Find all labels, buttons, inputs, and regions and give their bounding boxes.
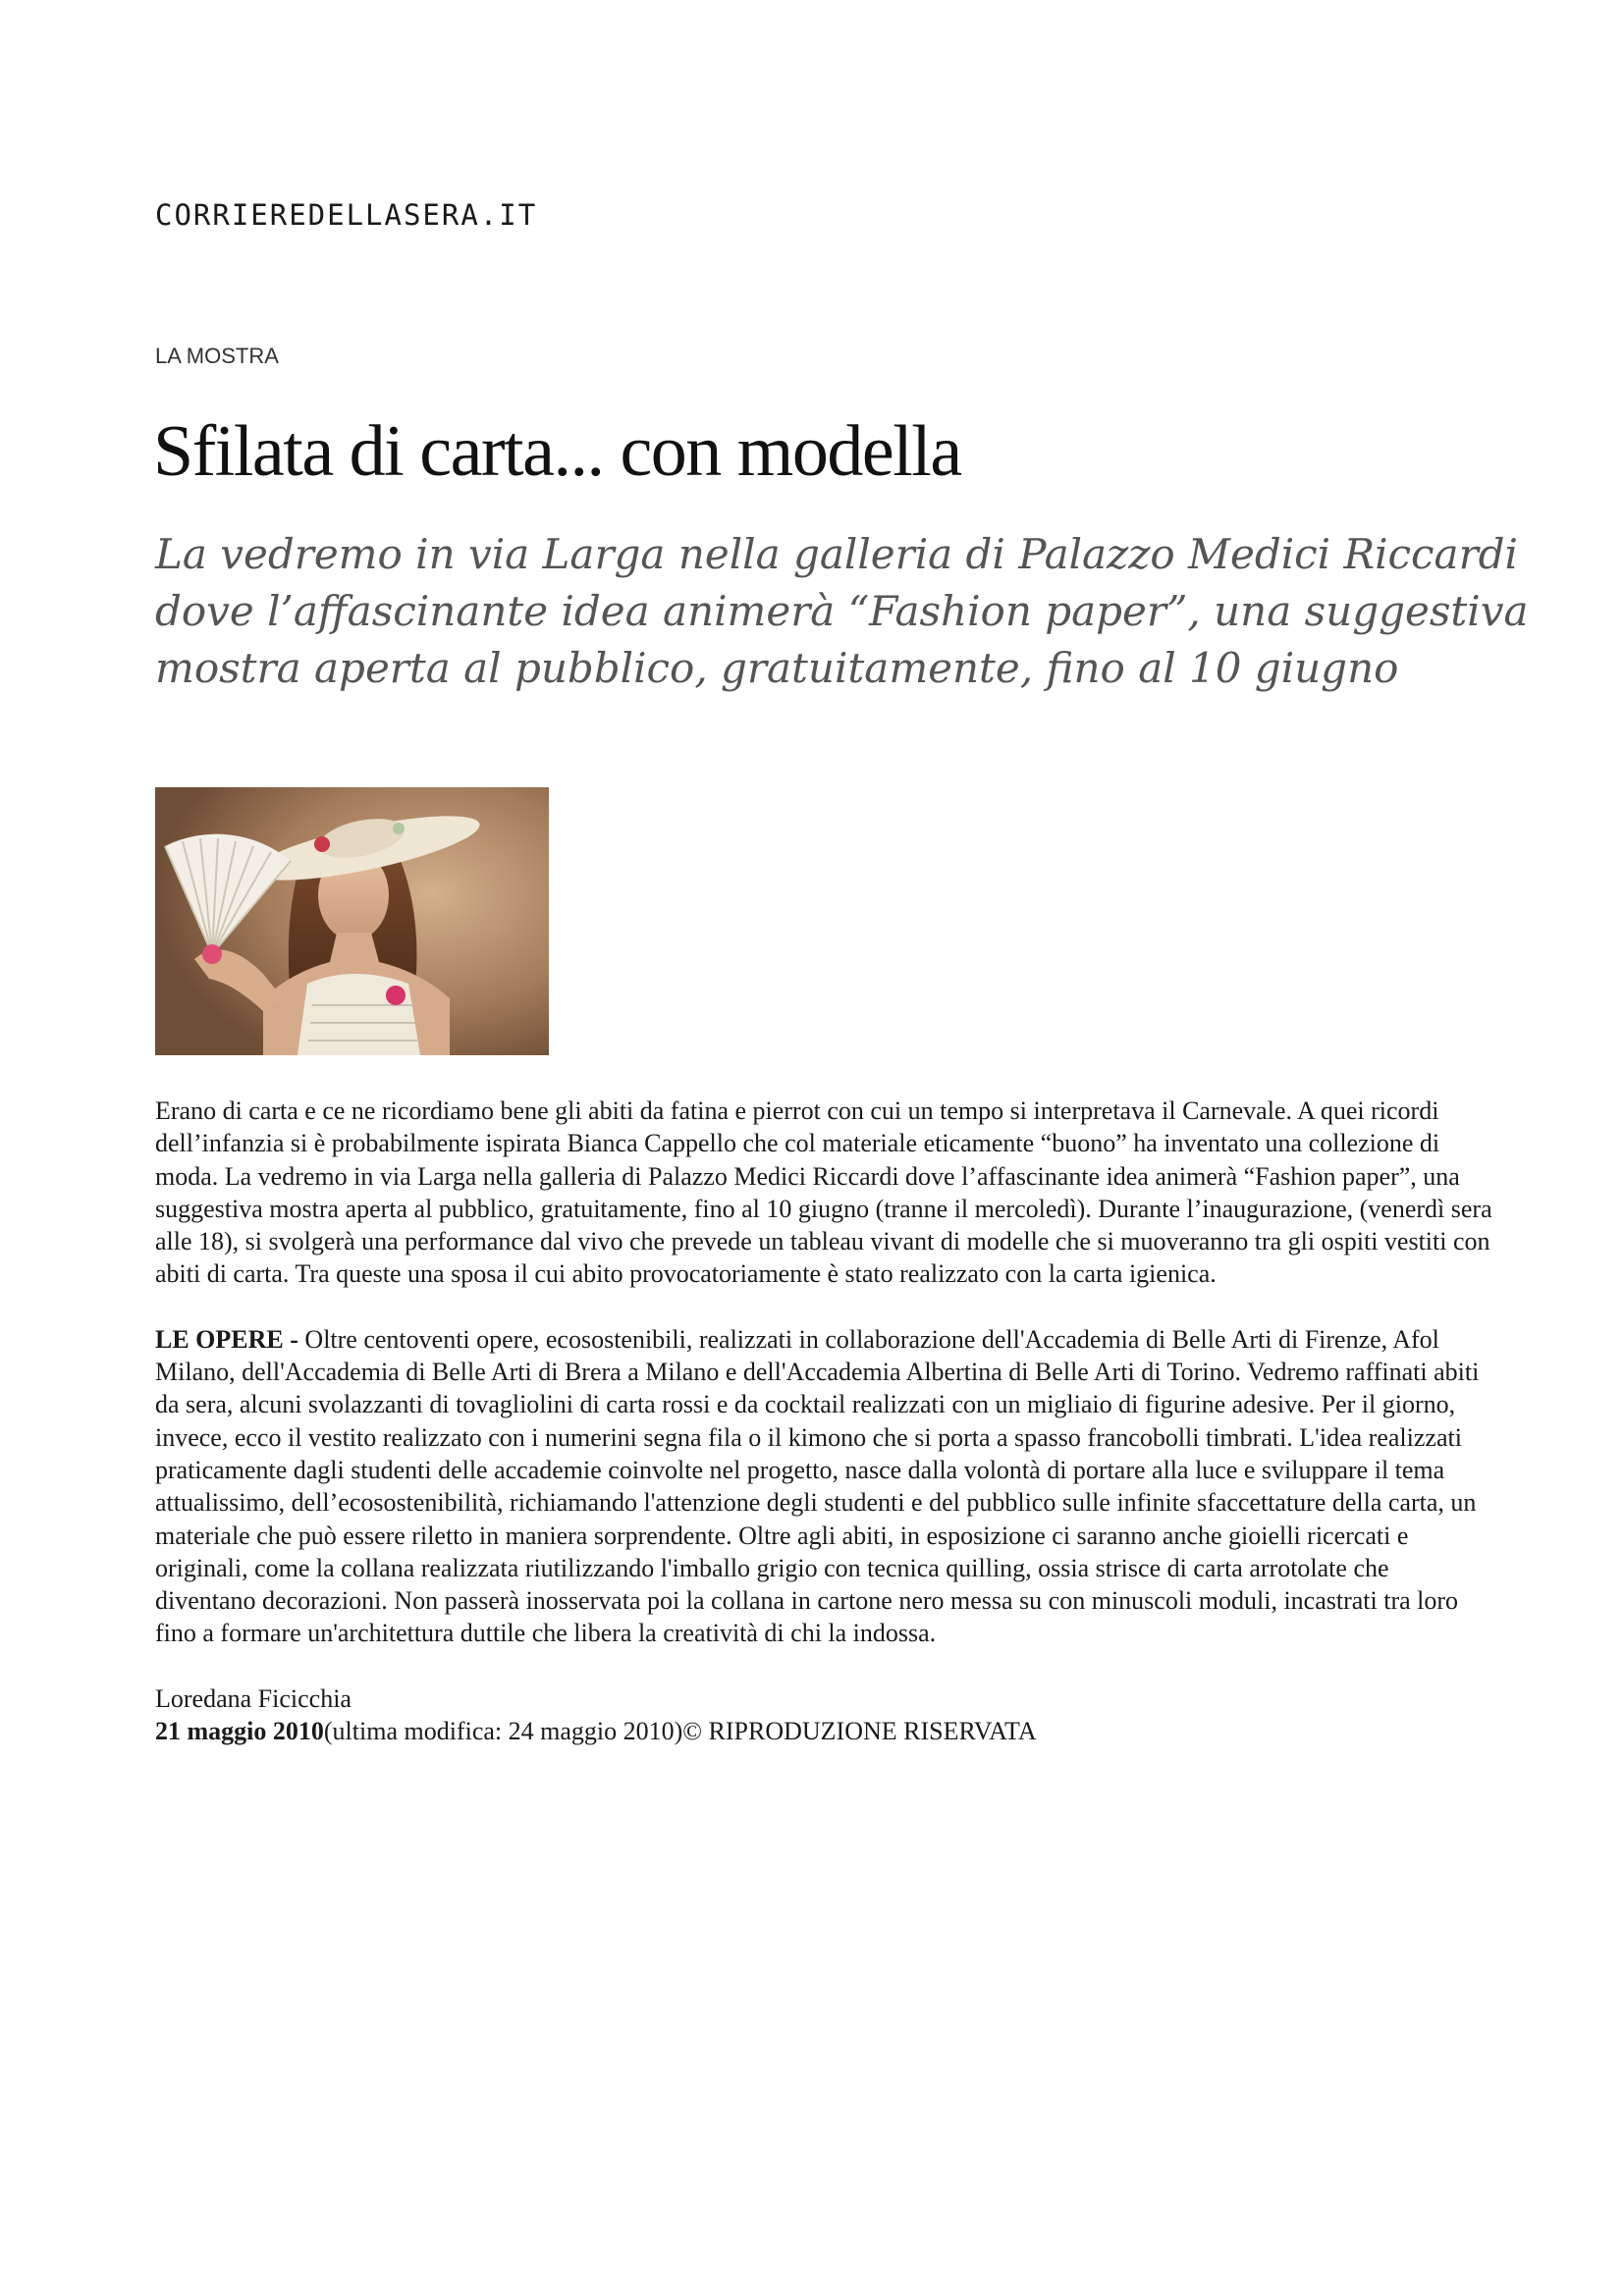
modified-date: (ultima modifica: 24 maggio 2010) [323, 1717, 683, 1746]
article-footer [155, 1682, 1495, 1748]
article-body [155, 1095, 1495, 1747]
subheadline: La vedremo in via Larga nella galleria di Palazzo Medici Riccardi dove l’affascinante idea animerà “Fashion paper”, una suggestiva mostra aperta al pubblico, gratuitamente, fino al 10 giugno [155, 530, 1529, 692]
publish-date: 21 maggio 2010 [155, 1717, 324, 1746]
article-photo [155, 787, 549, 1055]
section-lead-in: LE OPERE - [155, 1324, 298, 1354]
body-paragraph-text: Oltre centoventi opere, ecosostenibili, realizzati in collaborazione dell'Accademia di Belle Arti di Firenze, Afol Milano, dell'Accademia di Belle Arti di Brera a Milano e dell'Accademia Albertina di Belle Arti di Torino. Vedremo raffinati abiti da sera, alcuni svolazzanti di tovagliolini di carta rossi e da cocktail realizzati con un migliaio di figurine adesive. Per il giorno, invece, ecco il vestito realizzato con i numerini segna fila o il kimono che si porta a spasso francobolli timbrati. L'idea realizzati praticamente dagli studenti delle accademie coinvolte nel progetto, nasce dalla volontà di portare alla luce e sviluppare il tema attualissimo, dell’ecosostenibilità, richiamando l'attenzione degli studenti e del pubblico sulle infinite sfaccettature della carta, un materiale che può essere riletto in maniera sorprendente. Oltre agli abiti, in esposizione ci saranno anche gioielli ricercati e originali, come la collana realizzata riutilizzando l'imballo grigio con tecnica quilling, ossia strisce di carta arrotolate che diventano decorazioni. Non passerà inosservata poi la collana in cartone nero messa su con minuscoli moduli, incastrati tra loro fino a formare un'architettura duttile che libera la creatività di chi la indossa. [155, 1324, 1480, 1648]
copyright-notice: © RIPRODUZIONE RISERVATA [682, 1717, 1037, 1746]
body-paragraph: Erano di carta e ce ne ricordiamo bene gli abiti da fatina e pierrot con cui un tempo si interpretava il Carnevale. A quei ricordi dell’infanzia si è probabilmente ispirata Bianca Cappello che col materiale eticamente “buono” ha inventato una collezione di moda. La vedremo in via Larga nella galleria di Palazzo Medici Riccardi dove l’affascinante idea animerà “Fashion paper”, una suggestiva mostra aperta al pubblico, gratuitamente, fino al 10 giugno (tranne il mercoledì). Durante l’inaugurazione, (venerdì sera alle 18), si svolgerà una performance dal vivo che prevede un tableau vivant di modelle che si muoveranno tra gli ospiti vestiti con abiti di carta. Tra queste una sposa il cui abito provocatoriamente è stato realizzato con la carta igienica. [155, 1096, 1492, 1289]
woman-with-paper-fan-and-hat-photo [155, 787, 549, 1055]
masthead: CORRIEREDELLASERA.IT [155, 198, 538, 232]
kicker-label: LA MOSTRA [155, 344, 279, 368]
headline: Sfilata di carta... con modella [153, 411, 961, 492]
byline: Loredana Ficicchia [155, 1683, 352, 1713]
body-paragraph [155, 1323, 1495, 1650]
